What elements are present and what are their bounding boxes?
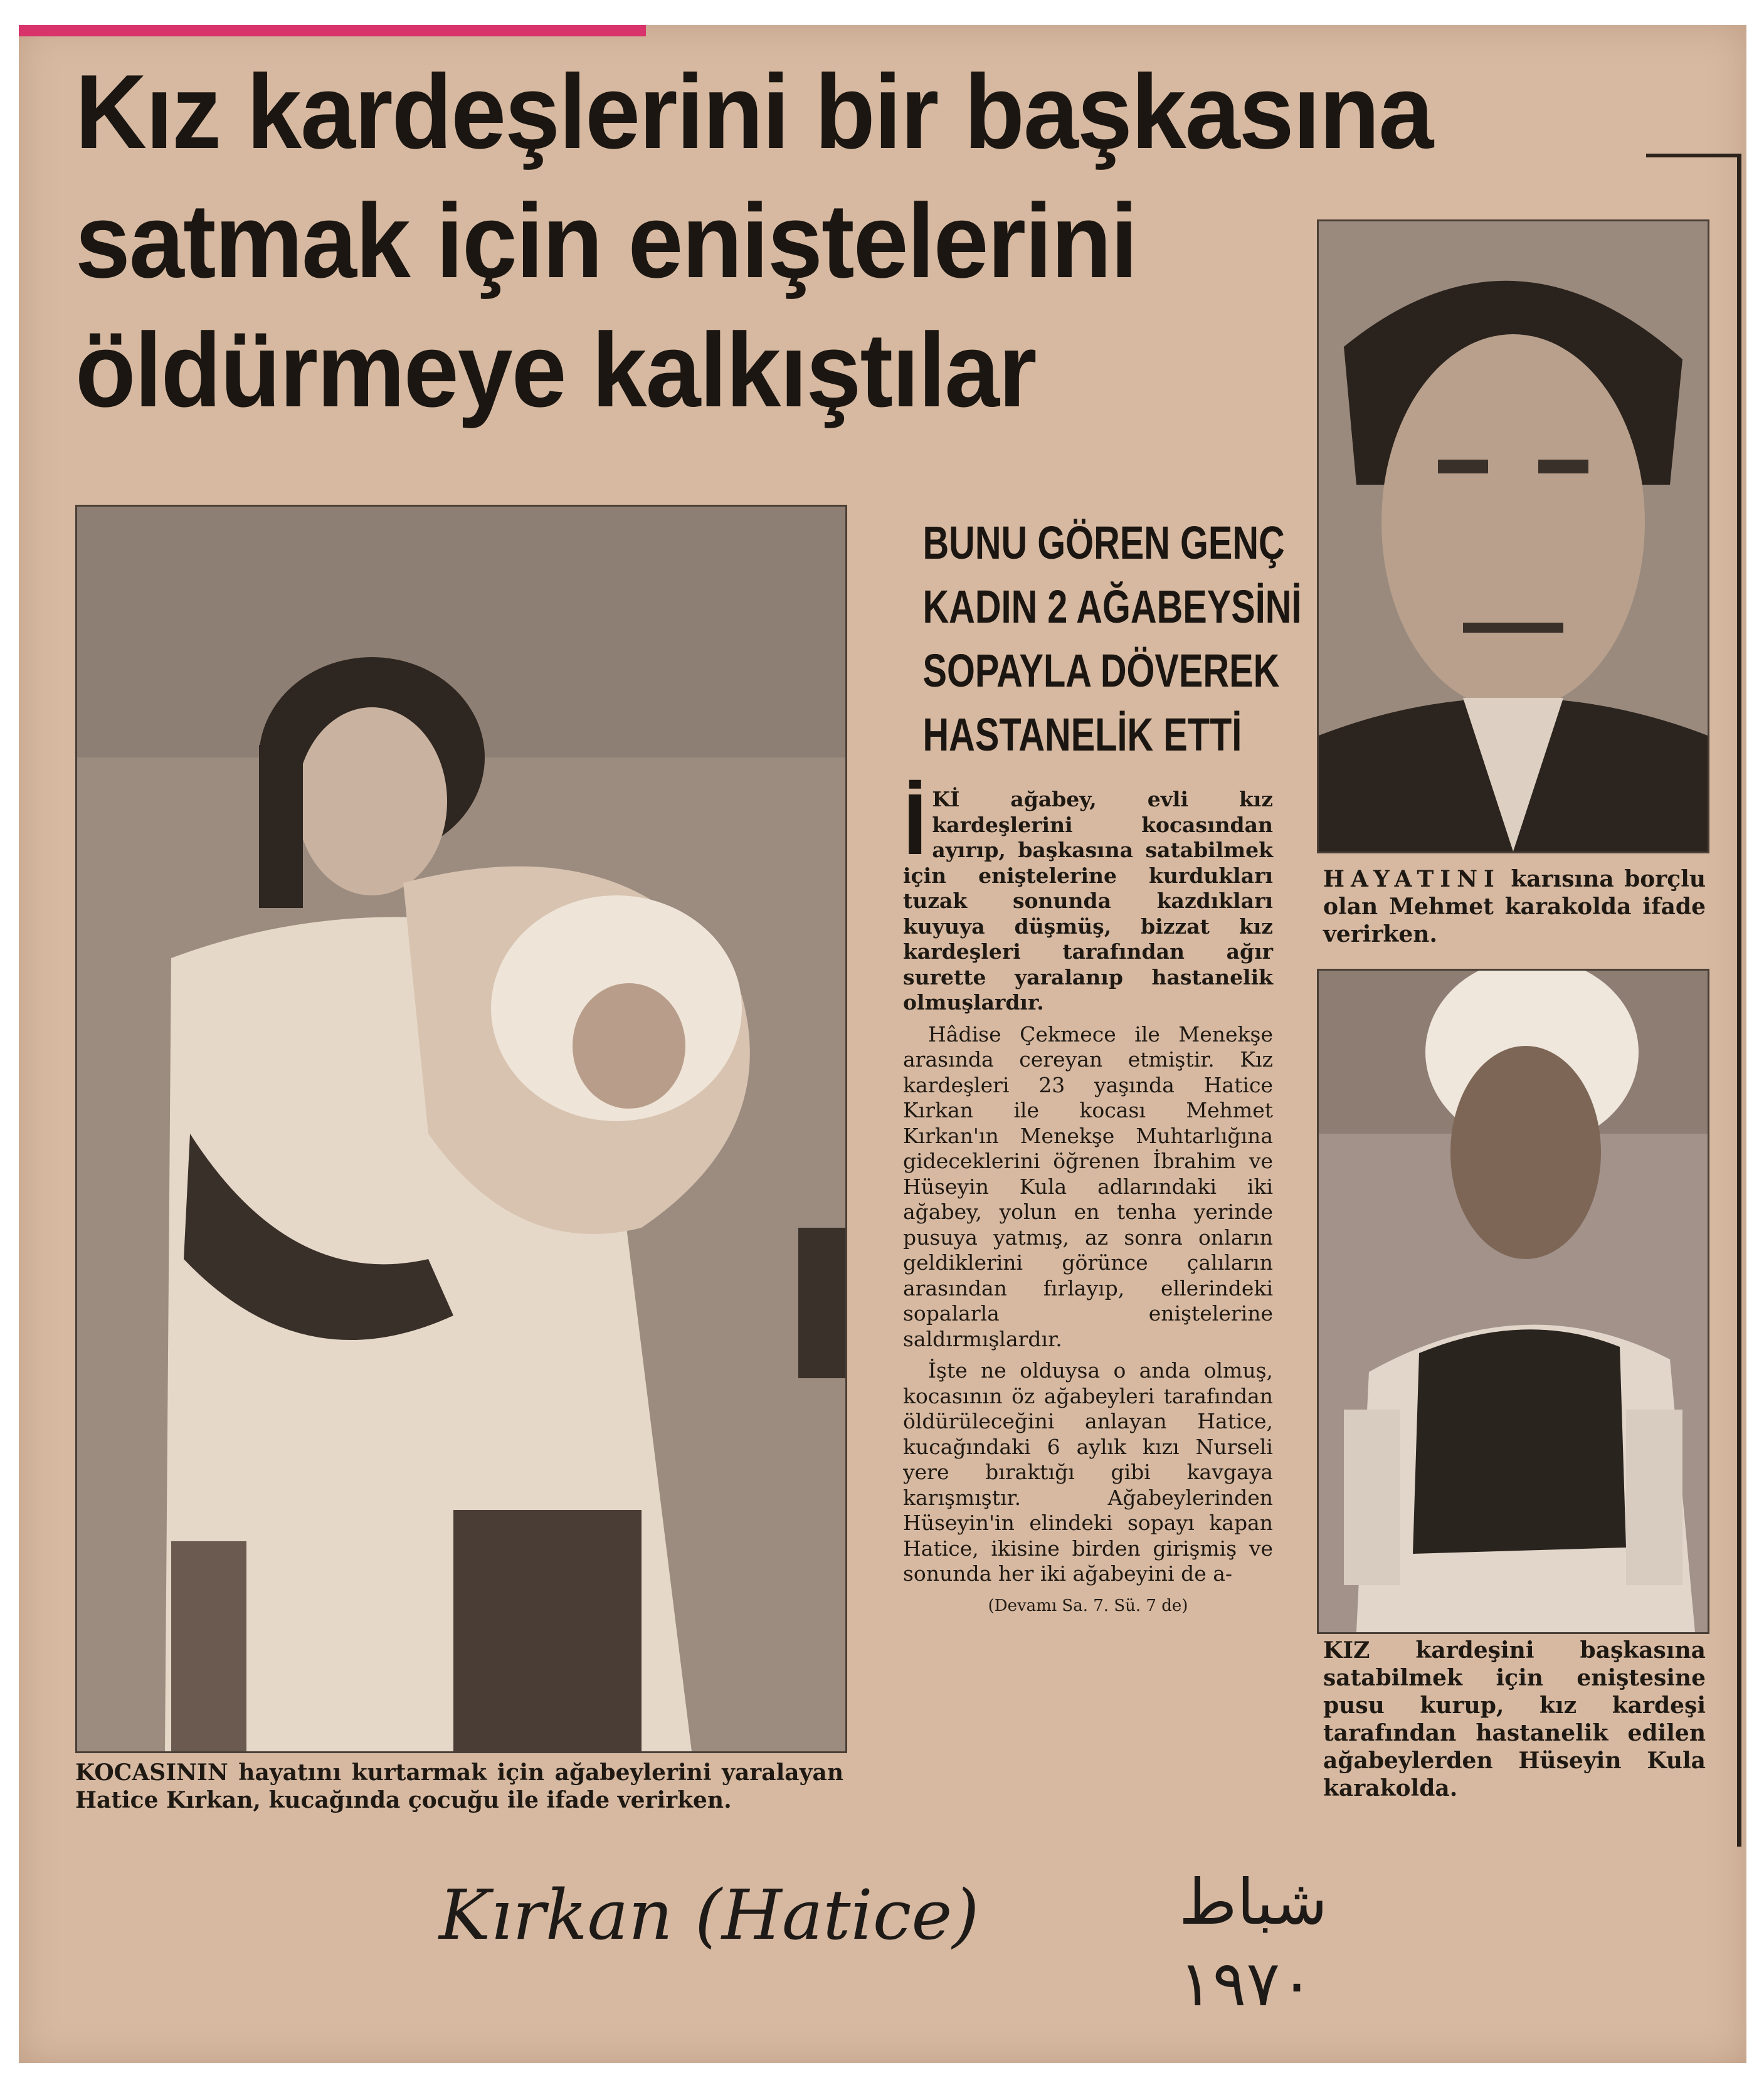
subheadline-line-4: HASTANELİK ETTİ: [922, 709, 1242, 761]
subheadline-line-3: SOPAYLA DÖVEREK: [922, 645, 1280, 697]
continuation-note: (Devamı Sa. 7. Sü. 7 de): [988, 1596, 1188, 1615]
headline-line-1: Kız kardeşlerini bir başkasına: [75, 53, 1433, 171]
headline-line-3: öldürmeye kalkıştılar: [75, 311, 1036, 429]
photo-woman-with-baby: [75, 505, 847, 1753]
photo-mehmet: [1317, 219, 1709, 853]
article-paragraph-2: Hâdise Çekmece ile Menekşe arasında cereyan etmiştir. Kız kardeşleri 23 yaşında Hatice Kırkan ile kocası Mehmet Kırkan'ın Menekşe Muhtarlığına gideceklerini öğrenen İbrahim ve Hüseyin Kula adlarındaki iki ağabey, yolun en tenha yerinde pusuya yatmış, az sonra onların geldiklerini görünce çalıların arasından fırlayıp, ellerindeki sopalarla eniştelerine saldırmışlardır.: [903, 1021, 1273, 1351]
article-paragraph-3: İşte ne olduysa o anda olmuş, kocasının öz ağabeyleri tarafından öldürüleceğini anlayan Hatice, kucağındaki 6 aylık kızı Nurseli yere bıraktığı gibi kavgaya karışmıştır. Ağabeylerinden Hüseyin'in elindeki sopayı kapan Hatice, ikisine birden girişmiş ve sonunda her iki ağabeyini de a-: [903, 1358, 1273, 1586]
handwritten-name: Kırkan (Hatice): [439, 1875, 980, 1955]
caption-top-right: [1323, 865, 1706, 948]
handwritten-date-line-1: شباط: [1179, 1865, 1328, 1939]
caption-bottom-right: KIZ kardeşini başkasına satabilmek için eniştesine pusu kurup, kız kardeşi tarafından hastanelik edilen ağabeylerden Hüseyin Kula karakolda.: [1323, 1637, 1706, 1801]
photo-woman-with-baby-image: [77, 507, 845, 1751]
article-lead-text: Kİ ağabey, evli kız kardeşlerini kocasından ayırıp, başkasına satabilmek için eniştelerine kurdukları tuzak sonunda kazdıkları kuyuya düşmüş, bizzat kız kardeşleri tarafından ağır surette yaralanıp hastanelik olmuşlardır.: [903, 787, 1273, 1015]
caption-top-right-lead: HAYATINI: [1323, 866, 1501, 892]
headline: [75, 47, 1531, 435]
pink-edge-mark: [19, 25, 646, 36]
subheadline: [922, 511, 1302, 767]
article-lead: [903, 776, 1273, 1016]
subheadline-line-2: KADIN 2 AĞABEYSİNİ: [922, 581, 1302, 633]
subheadline-line-1: BUNU GÖREN GENÇ: [922, 517, 1285, 569]
photo-mehmet-image: [1319, 221, 1708, 852]
caption-top-right-text: karısına borçlu olan Mehmet karakolda ifade verirken.: [1323, 866, 1706, 947]
handwritten-date-line-2: ١٩٧٠: [1179, 1947, 1314, 2020]
headline-line-2: satmak için eniştelerini: [75, 182, 1137, 300]
corner-rule-horizontal: [1646, 154, 1740, 157]
caption-main-photo: KOCASININ hayatını kurtarmak için ağabeylerini yaralayan Hatice Kırkan, kucağında çocuğu ile ifade verirken.: [75, 1759, 843, 1813]
photo-huseyin-kula-image: [1319, 971, 1708, 1632]
photo-huseyin-kula: [1317, 969, 1709, 1634]
article-body: [903, 776, 1273, 1618]
corner-rule-vertical: [1737, 154, 1741, 1847]
dropcap: İ: [903, 776, 927, 873]
